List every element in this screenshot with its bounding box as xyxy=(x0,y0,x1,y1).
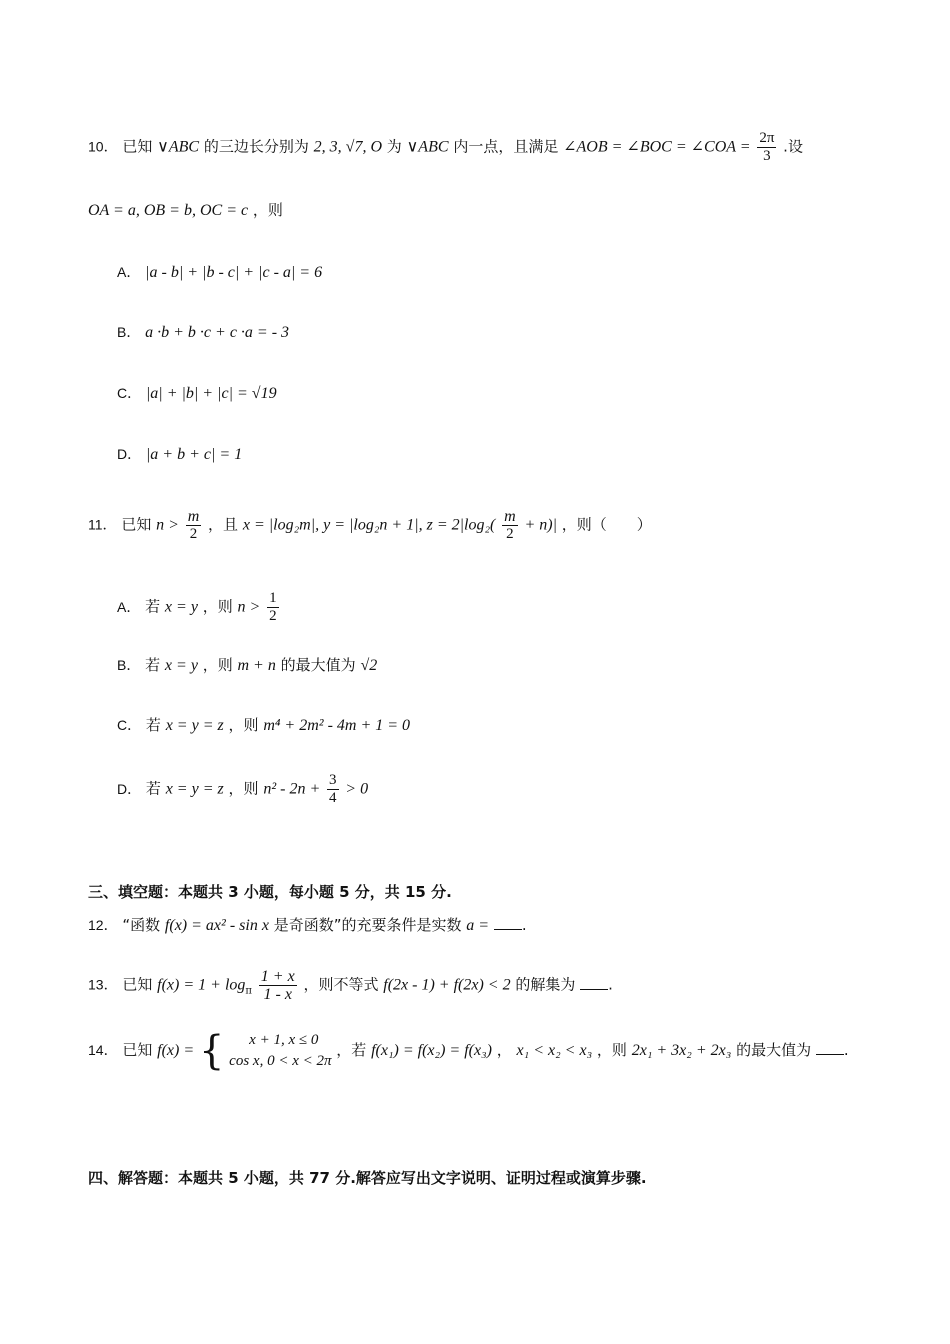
q10-option-b: B． a ·b + b ·c + c ·a = - 3 xyxy=(117,324,290,341)
fraction: $\frac{3}{4}$ xyxy=(329,772,337,806)
question-number: 13． xyxy=(88,976,118,993)
section-3-heading: 三、填空题：本题共 3 小题，每小题 5 分，共 15 分. xyxy=(88,883,452,901)
q11-option-d: D． 若 x = y = z ，则 n² - 2n + $\frac{3}{4}$ > 0 xyxy=(117,772,369,806)
q10-option-a: A． |a - b| + |b - c| + |c - a| = 6 xyxy=(117,264,323,281)
q10-defs: OA = a, OB = b, OC = c ，则 xyxy=(88,201,283,219)
question-number: 12． xyxy=(88,917,118,933)
fraction: $\frac{1}{2}$ xyxy=(269,590,277,624)
fraction: $\frac{m}{2}$ xyxy=(187,508,200,542)
fraction: $\frac{m}{2}$ xyxy=(504,508,516,542)
answer-blank xyxy=(580,975,608,990)
question-number: 10． xyxy=(88,138,118,155)
question-number: 11． xyxy=(88,516,117,533)
q11-option-b: B． 若 x = y ，则 m + n 的最大值为 √2 xyxy=(117,656,378,674)
q11-option-a: A． 若 x = y ，则 n > $\frac{1}{2}$ xyxy=(117,590,277,624)
answer-blank xyxy=(494,915,522,930)
left-brace: { xyxy=(198,1028,225,1074)
q10-stem: 10． 已知 ∨ABC 的三边长分别为 2, 3, √7, O 为 ∨ABC 内一点，且满足 ∠AOB = ∠BOC = ∠COA = $\frac{2\pi}{3}$ .设 xyxy=(88,130,803,164)
section-4-heading: 四、解答题：本题共 5 小题，共 77 分.解答应写出文字说明、证明过程或演算步骤. xyxy=(88,1169,647,1187)
q10-option-c: C． |a| + |b| + |c| = √19 xyxy=(117,385,277,402)
q14-stem: 14． 已知 f(x) = { x + 1, x ≤ 0 cos x, 0 < x < 2π ，若 f(x₁) = f(x₂) = f(x₃) ， x₁ < x₂ < x₃ ，则 2x₁ + 3x₂ + 2x₃ 的最大值为 . xyxy=(88,1028,849,1074)
q11-stem: 11． 已知 n > $\frac{m}{2}$ ，且 x = |log₂m|, y = |log₂n + 1|, z = 2|log₂( $\frac{m}{2}$ + n)| ，则（ ） xyxy=(88,508,652,542)
question-number: 14． xyxy=(88,1042,118,1058)
fraction: $\frac{2\pi}{3}$ xyxy=(759,130,775,164)
q13-stem: 13． 已知 $f(x) = 1 + \log_\pi$ $\frac{1 + x}{1 - x}$ ，则不等式 f(2x - 1) + f(2x) < 2 的解集为 . xyxy=(88,968,613,1003)
q11-option-c: C． 若 x = y = z ，则 m⁴ + 2m² - 4m + 1 = 0 xyxy=(117,716,411,734)
piecewise-cases: x + 1, x ≤ 0 cos x, 0 < x < 2π xyxy=(229,1032,332,1069)
q12-stem: 12． “函数 f(x) = ax² - sin x 是奇函数”的充要条件是实数 a = . xyxy=(88,916,527,934)
fraction: $\frac{1 + x}{1 - x}$ xyxy=(260,968,295,1003)
answer-blank xyxy=(816,1040,844,1055)
q10-option-d: D． |a + b + c| = 1 xyxy=(117,446,243,463)
